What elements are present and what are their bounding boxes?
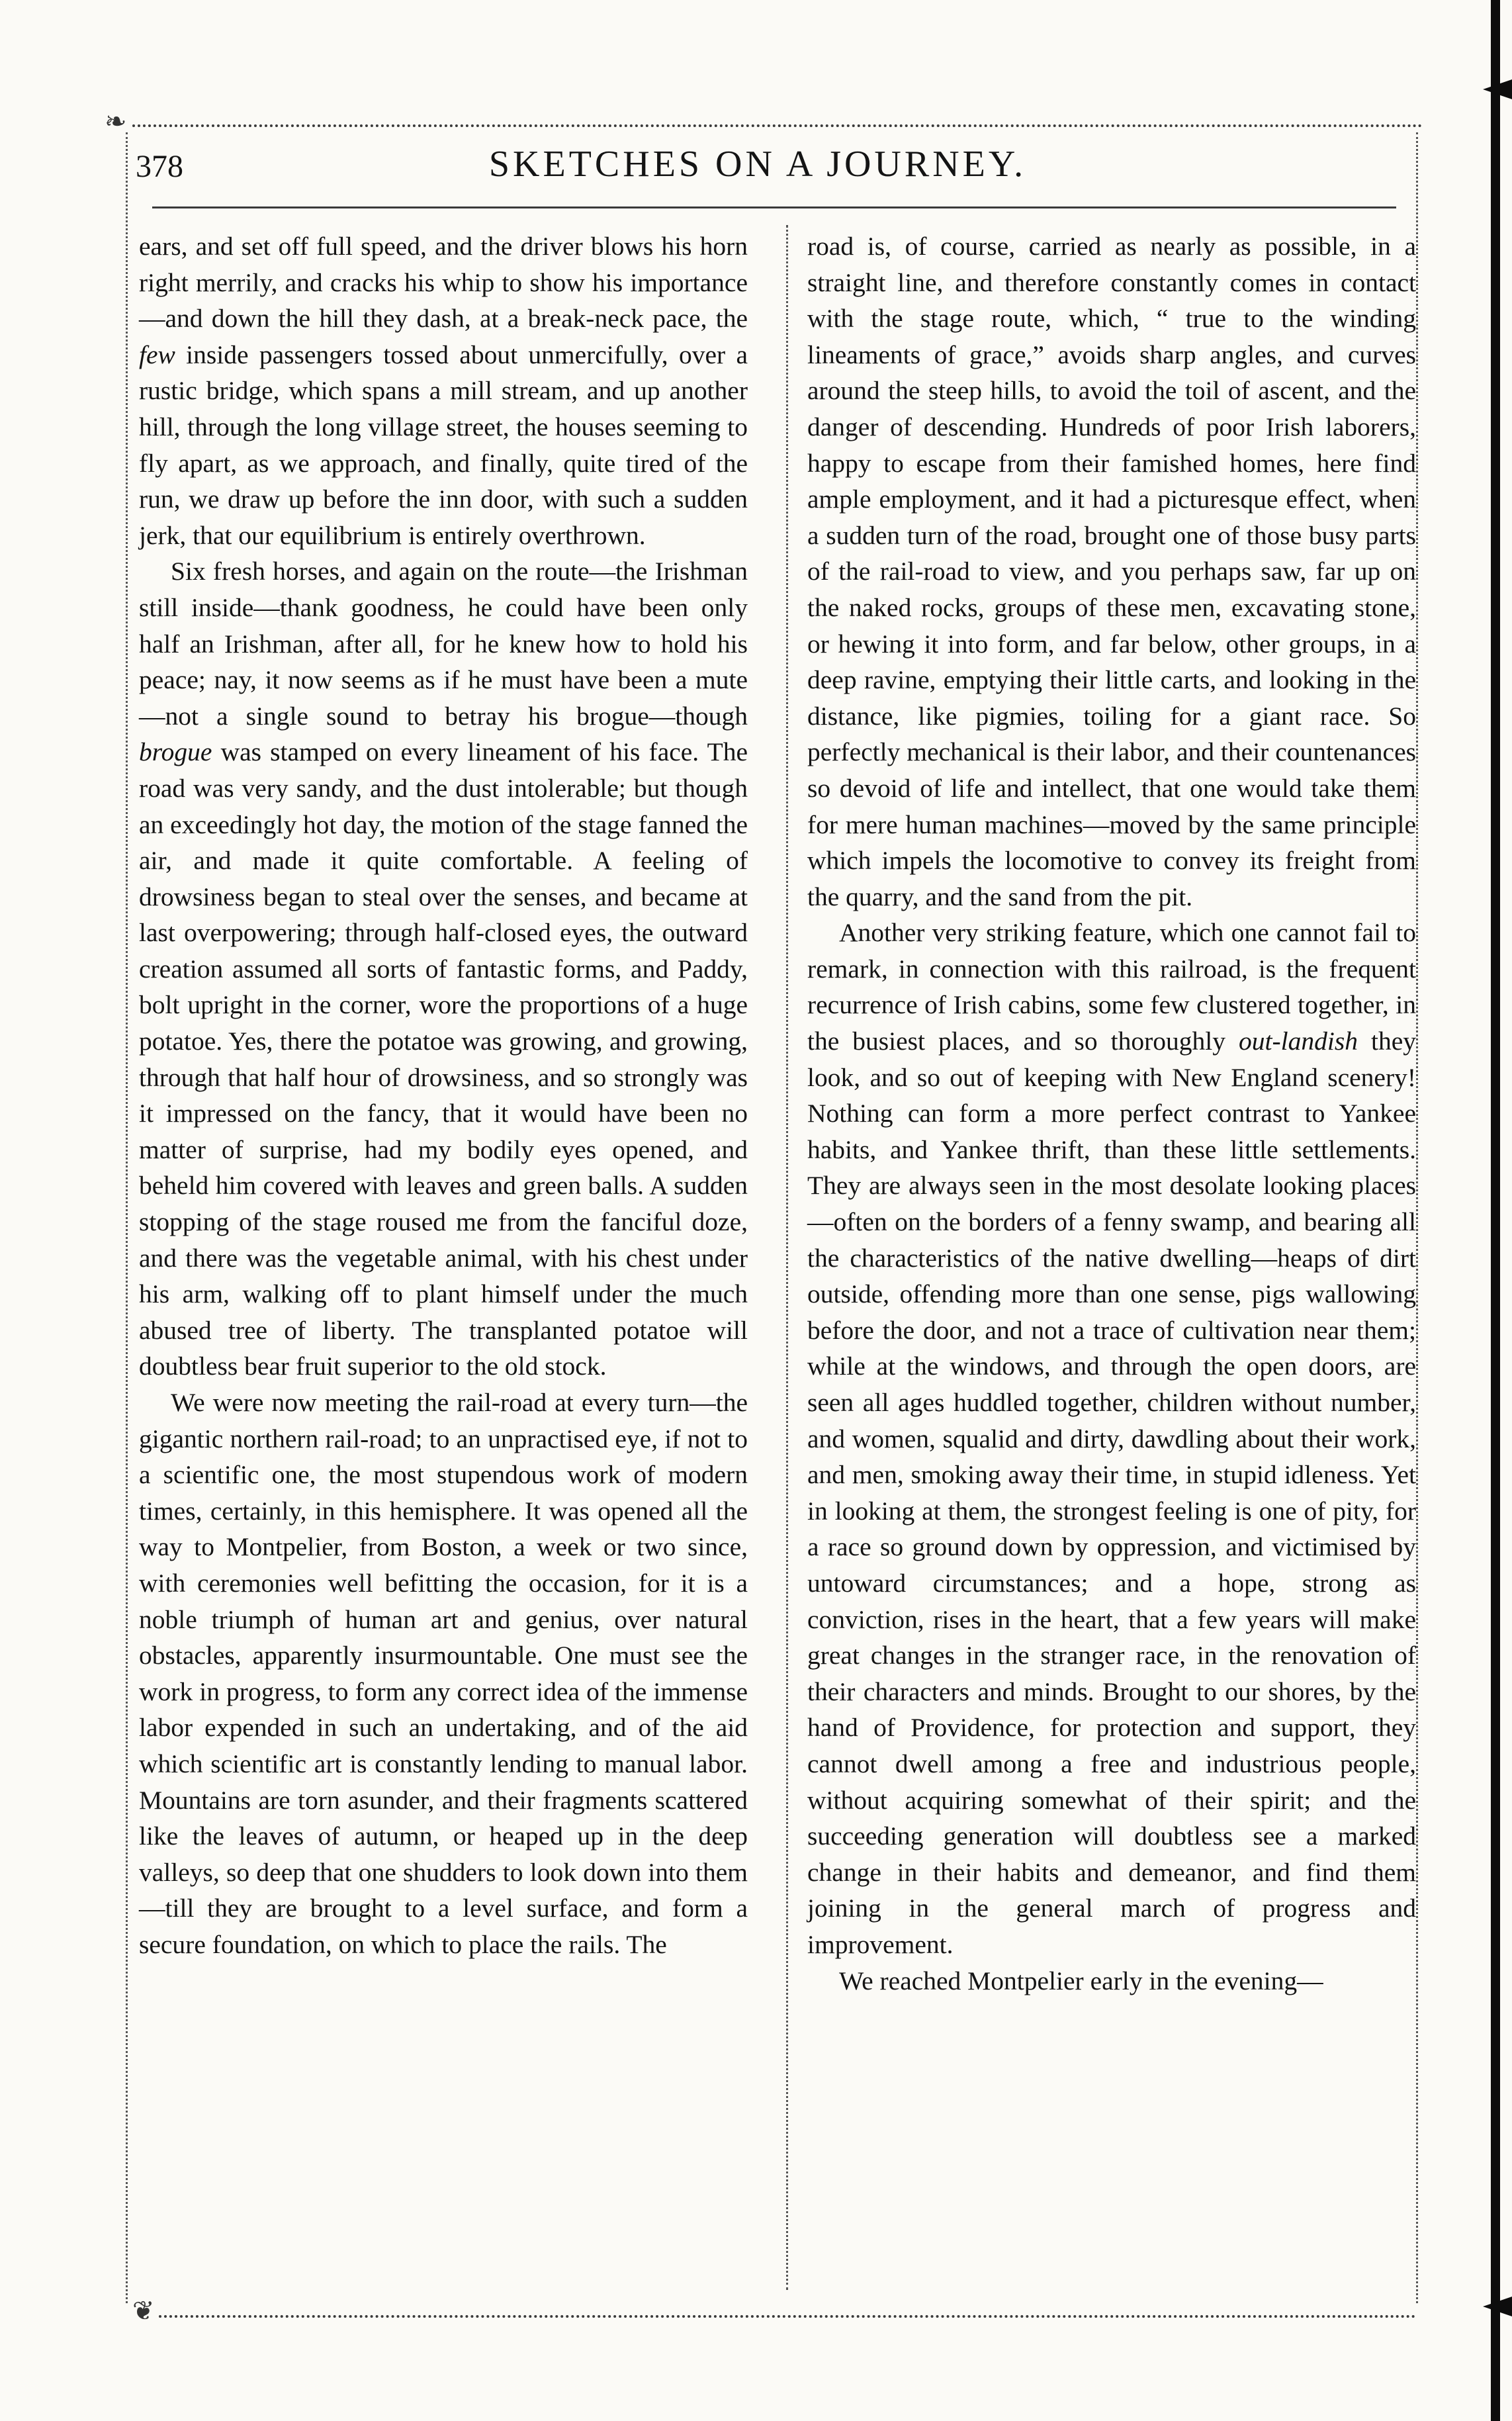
paragraph xyxy=(807,1963,1416,1999)
right-border-rule xyxy=(1416,132,1418,2303)
paragraph-text: they look, and so out of keeping with New England scenery! Nothing can form a more perfect contrast to Yankee habits, and Yankee thrift, than these little settlements. They are always seen in the most desolate looking places—often on the borders of a fenny swamp, and bearing all the characteristics of the native dwelling—heaps of dirt outside, offending more than one sense, pigs wallowing before the door, and not a trace of cultivation near them; while at the windows, and through the open doors, are seen all ages huddled together, children without number, and women, squalid and dirty, dawdling about their work, and men, smoking away their time, in stupid idleness. Yet in looking at them, the strongest feeling is one of pity, for a race so ground down by oppression, and victimised by untoward circumstances; and a hope, strong as conviction, rises in the heart, that a few years will make great changes in the stranger race, in the renovation of their characters and minds. Brought to our shores, by the hand of Providence, for protection and support, they cannot dwell among a free and industrious people, without acquiring somewhat of their spirit; and the succeeding generation will doubtless see a marked change in their habits and demeanor, and find them joining in the general march of progress and improvement. xyxy=(807,1027,1416,1959)
bottom-border-rule xyxy=(159,2315,1416,2318)
paragraph xyxy=(139,1385,748,1963)
left-column xyxy=(139,228,748,1963)
page-header xyxy=(136,139,1380,199)
italic-word: brogue xyxy=(139,737,212,767)
italic-word: few xyxy=(139,340,175,369)
paragraph xyxy=(139,553,748,1385)
paragraph-text: Six fresh horses, and again on the route—the Irishman still inside—thank goodness, he could have been only half an Irishman, after all, for he knew how to hold his peace; nay, it now seems as if he must have been a mute—not a single sound to betray his brogue—though xyxy=(139,557,748,731)
left-border-rule xyxy=(126,132,128,2303)
paragraph xyxy=(807,228,1416,915)
page-number: 378 xyxy=(136,149,183,184)
top-border-rule xyxy=(132,124,1423,127)
right-column xyxy=(807,228,1416,1999)
paragraph xyxy=(807,915,1416,1962)
paragraph-text: was stamped on every lineament of his face. The road was very sandy, and the dust intolerable; but though an exceedingly hot day, the motion of the stage fanned the air, and made it quite comfortable. A feeling of drowsiness began to steal over the senses, and became at last overpowering; through half-closed eyes, the outward creation assumed all sorts of fantastic forms, and Paddy, bolt upright in the corner, wore the proportions of a huge potatoe. Yes, there the potatoe was growing, and growing, through that half hour of drowsiness, and so strongly was it impressed on the fancy, that it would have been no matter of surprise, had my bodily eyes opened, and beheld him covered with leaves and green balls. A sudden stopping of the stage roused me from the fanciful doze, and there was the vegetable animal, with his chest under his arm, walking off to plant himself under the much abused tree of liberty. The transplanted potatoe will doubtless bear fruit superior to the old stock. xyxy=(139,737,748,1381)
paragraph-text: ears, and set off full speed, and the driver blows his horn right merrily, and cracks his whip to show his importance—and down the hill they dash, at a break-neck pace, the xyxy=(139,232,748,334)
italic-word: out-landish xyxy=(1239,1027,1358,1056)
paragraph-text: inside passengers tossed about unmercifully, over a rustic bridge, which spans a mill stream, and up another hill, through the long village street, the houses seeming to fly apart, as we approach, and finally, quite tired of the run, we draw up before the inn door, with such a sudden jerk, that our equilibrium is entirely overthrown. xyxy=(139,340,748,550)
paragraph-text: We were now meeting the rail-road at every turn—the gigantic northern rail-road; to an unpractised eye, if not to a scientific one, the most stupendous work of modern times, certainly, in this hemisphere. It was opened all the way to Montpelier, from Boston, a week or two since, with ceremonies well befitting the occasion, for it is a noble triumph of human art and genius, over natural obstacles, apparently insurmountable. One must see the work in progress, to form any correct idea of the immense labor expended in such an undertaking, and of the aid which scientific art is constantly lending to manual labor. Mountains are torn asunder, and their fragments scattered like the leaves of autumn, or heaped up in the deep valleys, so deep that one shudders to look down into them—till they are brought to a level surface, and form a secure foundation, on which to place the rails. The xyxy=(139,1388,748,1959)
paragraph-text: road is, of course, carried as nearly as possible, in a straight line, and therefore constantly comes in contact with the stage route, which, “ true to the winding lineaments of grace,” avoids sharp angles, and curves around the steep hills, to avoid the toil of ascent, and the danger of descending. Hundreds of poor Irish laborers, happy to escape from their famished homes, here find ample employment, and it had a picturesque effect, when a sudden turn of the road, brought one of those busy parts of the rail-road to view, and you perhaps saw, far up on the naked rocks, groups of these men, excavating stone, or hewing it into form, and far below, other groups, in a deep ravine, emptying their little carts, and looking in the distance, like pigmies, toiling for a giant race. So perfectly mechanical is their labor, and their countenances so devoid of life and intellect, that one would take them for mere human machines—moved by the same principle which impels the locomotive to convey its freight from the quarry, and the sand from the pit. xyxy=(807,232,1416,911)
ornament-left-top: ❧ xyxy=(105,107,127,136)
paragraph xyxy=(139,228,748,553)
paragraph-text: Another very striking feature, which one cannot fail to remark, in connection with this railroad, is the frequent recurrence of Irish cabins, some few clustered together, in the busiest places, and so thoroughly xyxy=(807,918,1416,1056)
ornament-left-bottom: ❦ xyxy=(132,2296,155,2326)
running-title: SKETCHES ON A JOURNEY. xyxy=(488,144,1027,185)
header-rule xyxy=(152,206,1396,208)
paragraph-text: We reached Montpelier early in the evening— xyxy=(839,1966,1323,1995)
column-divider xyxy=(786,225,788,2290)
facing-page-edge xyxy=(1491,0,1500,2421)
